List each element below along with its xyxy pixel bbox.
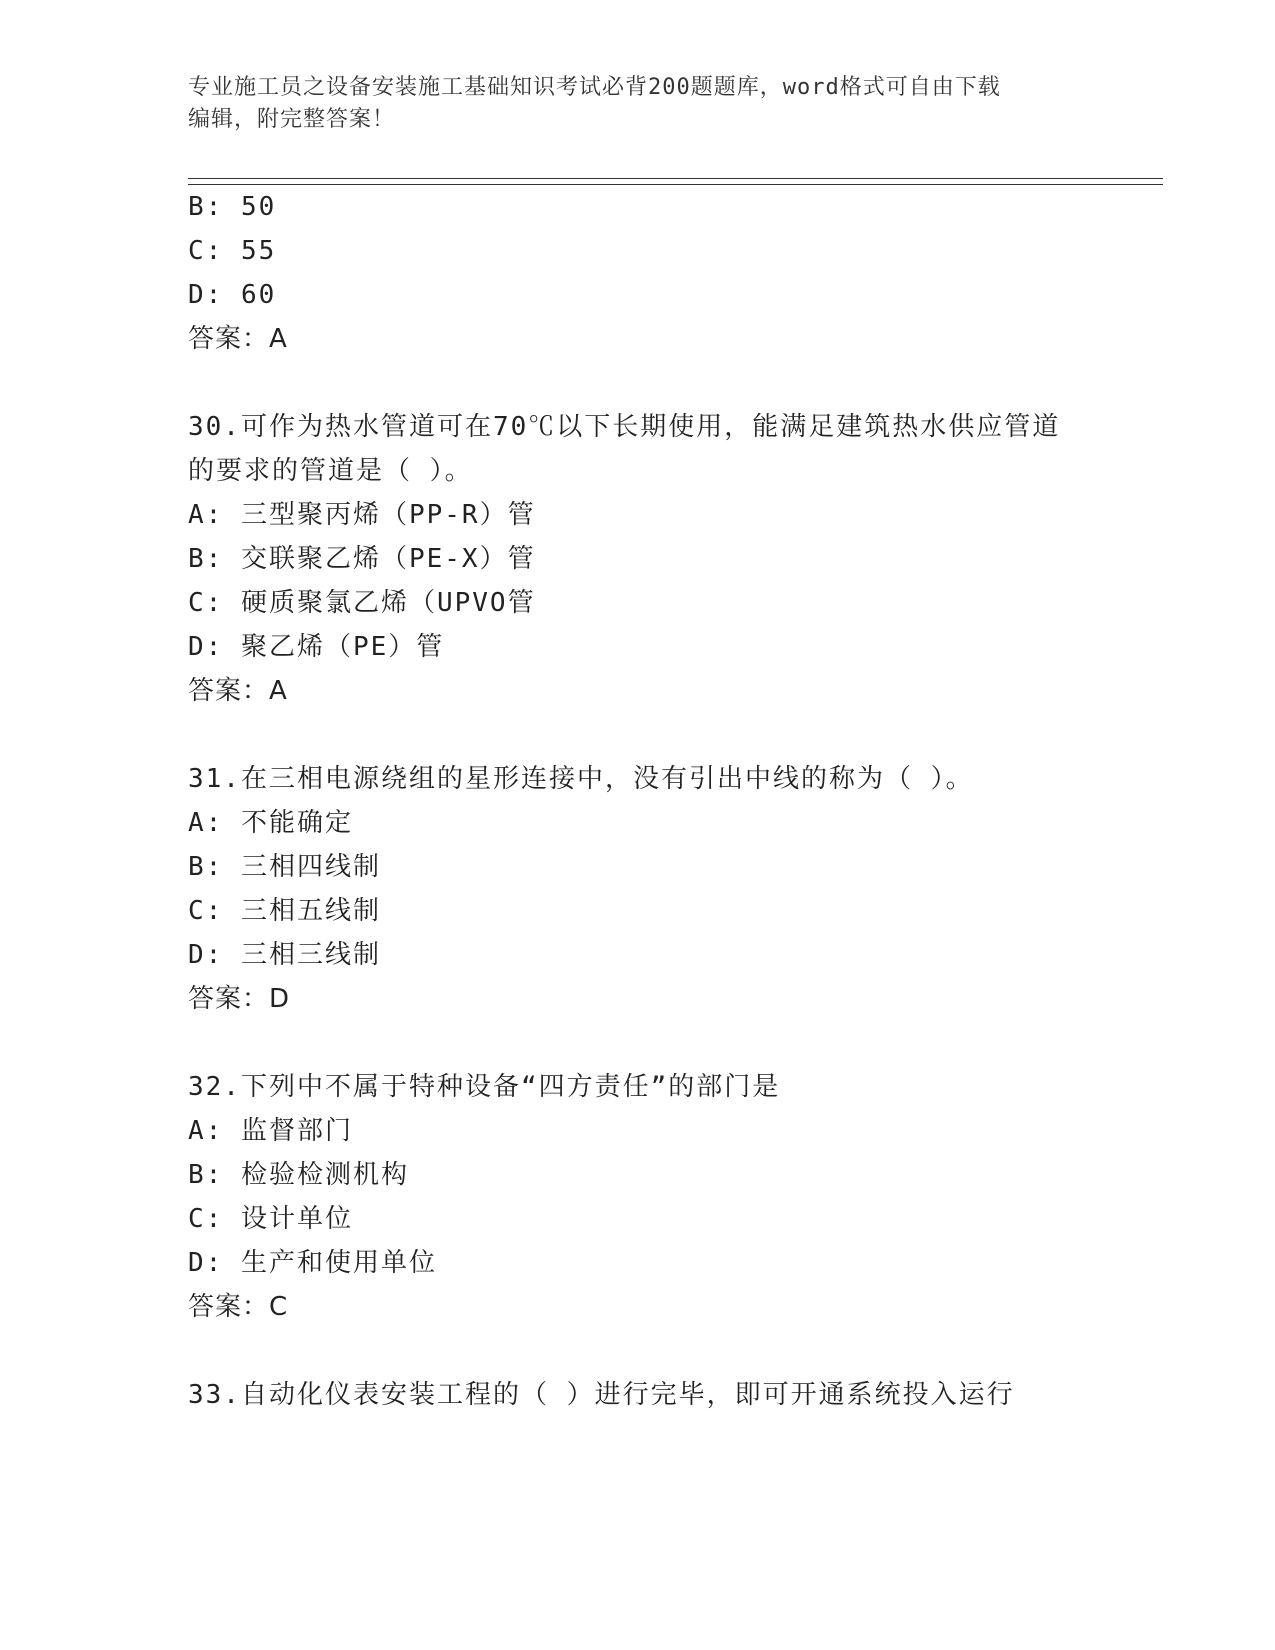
option-b: B: 50 bbox=[188, 192, 277, 222]
option-b: B: 三相四线制 bbox=[188, 852, 381, 882]
header-rule-top bbox=[188, 178, 1163, 179]
question-33-text: 33.自动化仪表安装工程的（ ）进行完毕，即可开通系统投入运行 bbox=[188, 1380, 1015, 1410]
option-a: A: 三型聚丙烯（PP-R）管 bbox=[188, 500, 536, 530]
header-rule-bottom bbox=[188, 184, 1163, 185]
option-c: C: 55 bbox=[188, 236, 277, 266]
option-d: D: 聚乙烯（PE）管 bbox=[188, 632, 445, 662]
answer: 答案：A bbox=[188, 676, 288, 706]
option-b: B: 检验检测机构 bbox=[188, 1160, 409, 1190]
option-b: B: 交联聚乙烯（PE-X）管 bbox=[188, 544, 536, 574]
option-d: D: 三相三线制 bbox=[188, 940, 381, 970]
header-line-1: 专业施工员之设备安装施工基础知识考试必背200题题库，word格式可自由下载 bbox=[188, 75, 1001, 100]
option-c: C: 三相五线制 bbox=[188, 896, 381, 926]
answer: 答案：A bbox=[188, 324, 288, 354]
option-a: A: 不能确定 bbox=[188, 808, 353, 838]
question-30-text: 30.可作为热水管道可在70℃以下长期使用，能满足建筑热水供应管道 bbox=[188, 412, 1061, 442]
option-d: D: 60 bbox=[188, 280, 277, 310]
header-line-2: 编辑，附完整答案！ bbox=[188, 107, 396, 132]
option-a: A: 监督部门 bbox=[188, 1116, 353, 1146]
option-d: D: 生产和使用单位 bbox=[188, 1248, 437, 1278]
answer: 答案：C bbox=[188, 1292, 289, 1322]
option-c: C: 硬质聚氯乙烯（UPVO管 bbox=[188, 588, 536, 618]
question-31-text: 31.在三相电源绕组的星形连接中，没有引出中线的称为（ ）。 bbox=[188, 764, 974, 794]
option-c: C: 设计单位 bbox=[188, 1204, 353, 1234]
question-30-text-cont: 的要求的管道是（ ）。 bbox=[188, 456, 473, 486]
question-32-text: 32.下列中不属于特种设备“四方责任”的部门是 bbox=[188, 1072, 781, 1102]
document-header bbox=[188, 72, 1088, 136]
answer: 答案：D bbox=[188, 984, 291, 1014]
